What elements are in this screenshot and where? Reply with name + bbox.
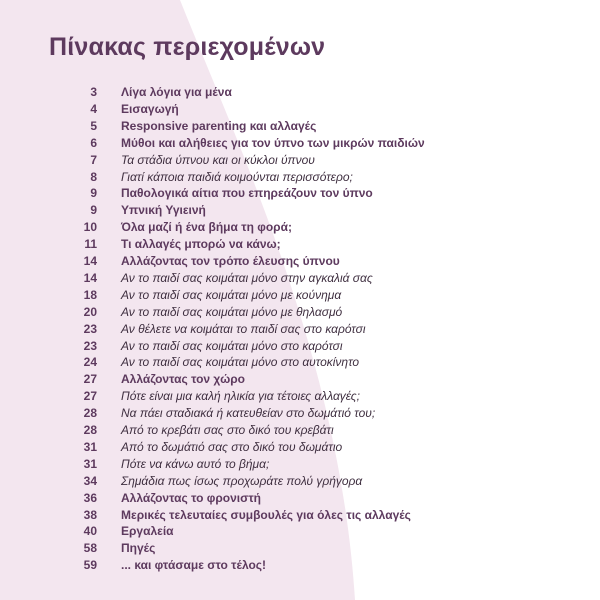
toc-page-number: 7: [90, 152, 97, 167]
toc-entry-title: Μερικές τελευταίες συμβουλές για όλες τις αλλαγές: [121, 507, 411, 522]
toc-entry[interactable]: [0, 354, 600, 371]
toc-entry-title: Μύθοι και αλήθειες για τον ύπνο των μικρών παιδιών: [121, 135, 425, 150]
toc-page-number: 18: [83, 287, 97, 302]
toc-entry-title: Εργαλεία: [121, 524, 174, 539]
toc-page-number: 58: [83, 541, 97, 556]
toc-page-number: 36: [83, 490, 97, 505]
toc-entry[interactable]: [0, 507, 600, 524]
toc-entry[interactable]: [0, 439, 600, 456]
toc-entry[interactable]: [0, 219, 600, 236]
toc-entry[interactable]: [0, 185, 600, 202]
toc-entry[interactable]: [0, 523, 600, 540]
toc-entry[interactable]: [0, 169, 600, 186]
toc-entry-title: Πότε να κάνω αυτό το βήμα;: [121, 456, 270, 471]
toc-entry[interactable]: [0, 253, 600, 270]
toc-entry-title: Αν το παιδί σας κοιμάται μόνο με θηλασμό: [121, 304, 343, 319]
toc-entry[interactable]: [0, 84, 600, 101]
toc-entry-title: Εισαγωγή: [121, 101, 179, 116]
page-title: Πίνακας περιεχομένων: [49, 33, 326, 61]
toc-entry-title: Πότε είναι μια καλή ηλικία για τέτοιες αλλαγές;: [121, 389, 360, 404]
toc-entry-title: Αν θέλετε να κοιμάται το παιδί σας στο καρότσι: [121, 321, 366, 336]
toc-entry[interactable]: [0, 321, 600, 338]
toc-entry-title: Λίγα λόγια για μένα: [121, 85, 232, 99]
toc-entry[interactable]: [0, 490, 600, 507]
toc-entry-title: Αλλάζοντας τον τρόπο έλευσης ύπνου: [121, 254, 340, 268]
toc-entry-title: Αν το παιδί σας κοιμάται μόνο στο καρότσι: [121, 338, 343, 353]
toc-entry-title: Αν το παιδί σας κοιμάται μόνο στο αυτοκίνητο: [121, 355, 360, 370]
toc-entry[interactable]: [0, 473, 600, 490]
toc-entry-title: Γιατί κάποια παιδιά κοιμούνται περισσότερο;: [121, 169, 353, 184]
toc-entry[interactable]: [0, 405, 600, 422]
toc-entry-title: Υπνική Υγιεινή: [121, 203, 206, 218]
toc-entry[interactable]: [0, 152, 600, 169]
toc-page-number: 28: [83, 423, 97, 437]
toc-entry[interactable]: [0, 202, 600, 219]
toc-entry-title: Να πάει σταδιακά ή κατευθείαν στο δωμάτιό του;: [121, 406, 376, 421]
toc-page-number: 4: [90, 101, 97, 116]
toc-entry[interactable]: [0, 422, 600, 439]
toc-page-number: 28: [83, 406, 97, 421]
toc-page-number: 6: [90, 135, 97, 150]
toc-page-number: 23: [83, 321, 97, 336]
toc-entry[interactable]: [0, 236, 600, 253]
toc-entry[interactable]: [0, 101, 600, 118]
toc-page-number: 38: [83, 507, 97, 522]
toc-page-number: 14: [83, 270, 97, 285]
toc-page-number: 5: [90, 118, 97, 133]
toc-page-number: 27: [83, 389, 97, 404]
toc-entry[interactable]: [0, 456, 600, 473]
toc-entry[interactable]: [0, 557, 600, 574]
toc-page-number: 59: [83, 558, 97, 573]
toc-entry[interactable]: [0, 304, 600, 321]
toc-entry[interactable]: [0, 540, 600, 557]
toc-page-number: 27: [83, 372, 97, 387]
toc-page-number: 3: [90, 85, 97, 99]
toc-entry-title: Παθολογικά αίτια που επηρεάζουν τον ύπνο: [121, 186, 373, 201]
toc-page-number: 8: [90, 169, 97, 184]
toc-entry-title: Τι αλλαγές μπορώ να κάνω;: [121, 237, 281, 252]
toc-entry-title: Πηγές: [121, 541, 156, 556]
toc-entry[interactable]: [0, 287, 600, 304]
toc-entry[interactable]: [0, 388, 600, 405]
toc-entry-title: ... και φτάσαμε στο τέλος!: [121, 558, 267, 573]
toc-entry-title: Responsive parenting και αλλαγές: [121, 118, 317, 133]
toc-entry-title: Τα στάδια ύπνου και οι κύκλοι ύπνου: [121, 152, 315, 167]
toc-entry[interactable]: [0, 135, 600, 152]
toc-page-number: 31: [83, 439, 97, 454]
toc-entry-title: Σημάδια πως ίσως προχωράτε πολύ γρήγορα: [121, 473, 363, 488]
toc-page-number: 31: [83, 456, 97, 471]
toc-entry-title: Από το δωμάτιό σας στο δικό του δωμάτιο: [121, 439, 343, 454]
toc-page-number: 9: [90, 203, 97, 218]
toc-page-number: 9: [90, 186, 97, 201]
toc-entry[interactable]: [0, 371, 600, 388]
toc-entry-title: Αν το παιδί σας κοιμάται μόνο με κούνημα: [121, 287, 342, 302]
toc-page-number: 34: [83, 473, 97, 488]
toc-page-number: 40: [83, 524, 97, 539]
toc-entry-title: Αλλάζοντας τον χώρο: [121, 372, 245, 387]
toc-entry[interactable]: [0, 118, 600, 135]
toc-page-number: 11: [84, 237, 97, 252]
toc-entry[interactable]: [0, 270, 600, 287]
toc-entry-title: Αλλάζοντας το φρονιστή: [121, 490, 261, 505]
toc-page-number: 10: [83, 220, 97, 235]
toc-page-number: 20: [83, 304, 97, 319]
toc-entry[interactable]: [0, 338, 600, 355]
toc-page-number: 14: [83, 254, 97, 268]
toc-page-number: 24: [83, 355, 97, 370]
toc-entry-title: Όλα μαζί ή ένα βήμα τη φορά;: [121, 220, 292, 235]
toc-entry-title: Αν το παιδί σας κοιμάται μόνο στην αγκαλιά σας: [121, 270, 373, 285]
toc-entry-title: Από το κρεβάτι σας στο δικό του κρεβάτι: [121, 423, 334, 437]
toc-page-number: 23: [83, 338, 97, 353]
